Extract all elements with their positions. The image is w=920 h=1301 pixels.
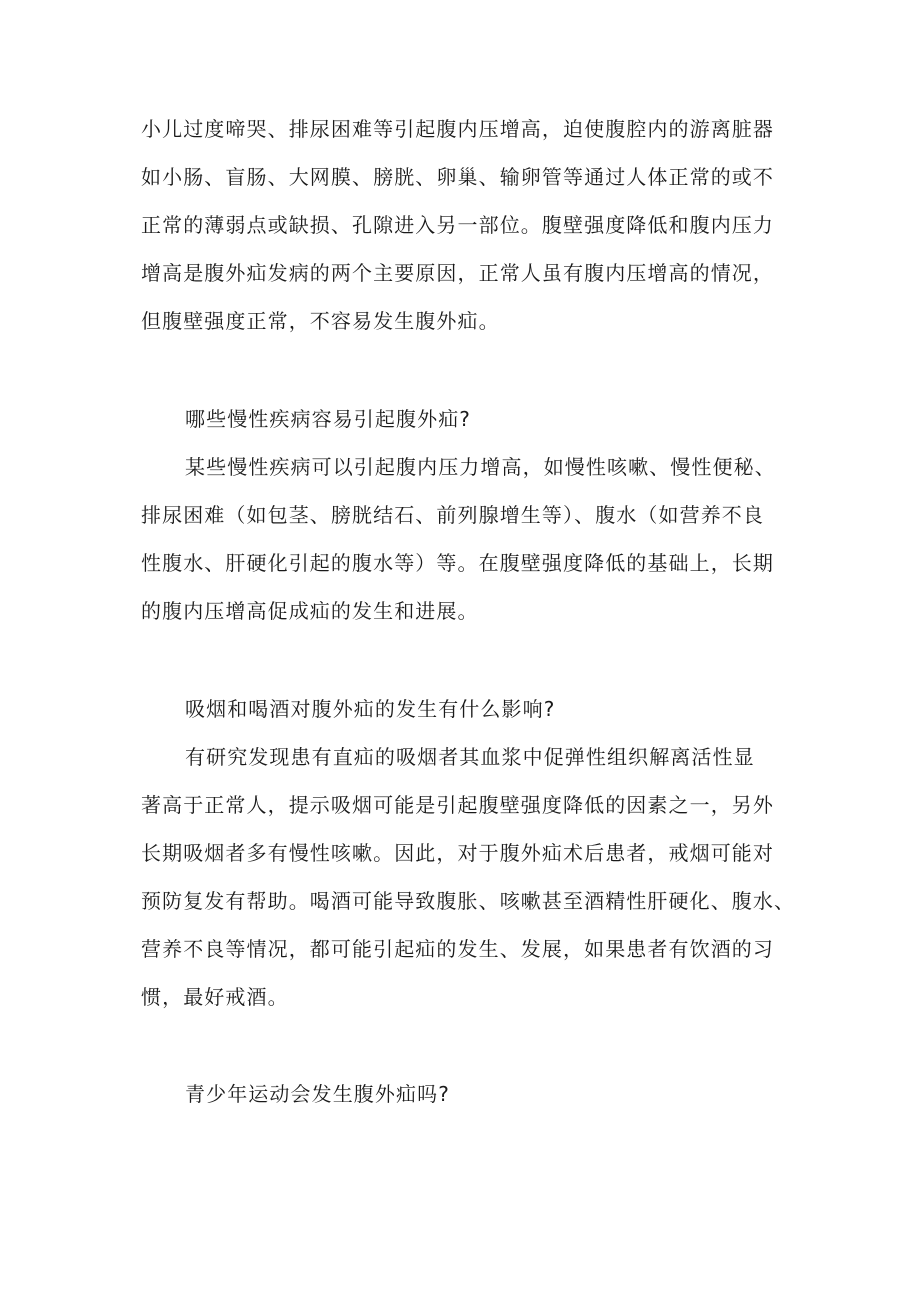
- paragraph-line: 的腹内压增高促成疝的发生和进展。: [141, 599, 479, 623]
- paragraph-line: 如小肠、盲肠、大网膜、膀胱、卵巢、输卵管等通过人体正常的或不: [141, 165, 774, 189]
- paragraph-line: 性腹水、肝硬化引起的腹水等）等。在腹壁强度降低的基础上，长期: [141, 551, 774, 575]
- paragraph-line: 营养不良等情况，都可能引起疝的发生、发展，如果患者有饮酒的习: [141, 937, 774, 961]
- paragraph-line: 惯，最好戒酒。: [141, 985, 289, 1009]
- section-smoking-drinking: [141, 685, 796, 1021]
- paragraph-line: 正常的薄弱点或缺损、孔隙进入另一部位。腹壁强度降低和腹内压力: [141, 213, 774, 237]
- paragraph-line: 预防复发有帮助。喝酒可能导致腹胀、咳嗽甚至酒精性肝硬化、腹水、: [141, 889, 796, 913]
- paragraph-line: 某些慢性疾病可以引起腹内压力增高，如慢性咳嗽、慢性便秘、: [185, 455, 776, 479]
- paragraph-line: 有研究发现患有直疝的吸烟者其血浆中促弹性组织解离活性显: [185, 745, 755, 769]
- section-heading: 哪些慢性疾病容易引起腹外疝?: [185, 407, 472, 431]
- section-chronic-diseases: [141, 395, 791, 635]
- paragraph-line: 小儿过度啼哭、排尿困难等引起腹内压增高，迫使腹腔内的游离脏器: [141, 117, 774, 141]
- paragraph-line: 增高是腹外疝发病的两个主要原因，正常人虽有腹内压增高的情况，: [141, 261, 774, 285]
- paragraph-line: 但腹壁强度正常，不容易发生腹外疝。: [141, 309, 500, 333]
- paragraph-line: 著高于正常人，提示吸烟可能是引起腹壁强度降低的因素之一，另外: [141, 793, 774, 817]
- paragraph-hernia-causes: [141, 105, 791, 345]
- section-youth-sports: [141, 1070, 791, 1118]
- section-heading: 吸烟和喝酒对腹外疝的发生有什么影响?: [185, 697, 556, 721]
- paragraph-line: 长期吸烟者多有慢性咳嗽。因此，对于腹外疝术后患者，戒烟可能对: [141, 841, 774, 865]
- paragraph-line: 排尿困难（如包茎、膀胱结石、前列腺增生等）、腹水（如营养不良: [141, 503, 764, 527]
- section-heading: 青少年运动会发生腹外疝吗?: [185, 1082, 450, 1106]
